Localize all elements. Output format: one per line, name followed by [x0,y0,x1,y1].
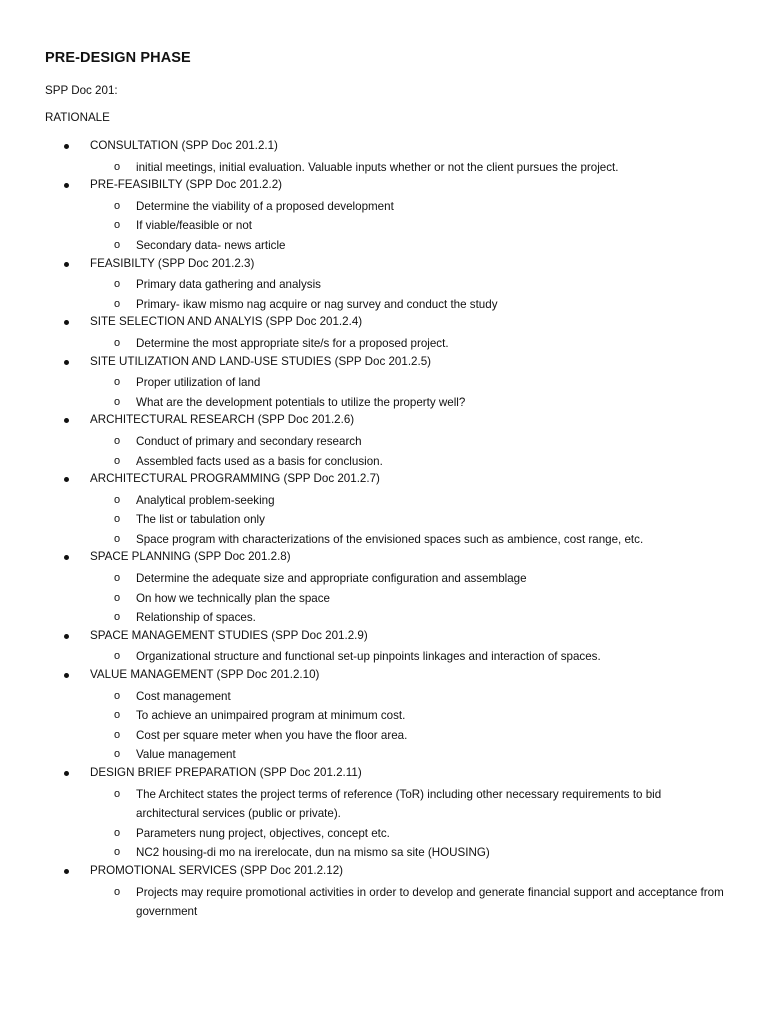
sub-list-item [0,785,768,824]
list-item-label: SITE UTILIZATION AND LAND-USE STUDIES (SPP Doc 201.2.5) [90,354,432,368]
sub-list-item-text: initial meetings, initial evaluation. Valuable inputs whether or not the client pursues the project. [136,160,619,174]
page-title: PRE-DESIGN PHASE [45,50,191,66]
sub-list-item-text: To achieve an unimpaired program at minimum cost. [136,709,406,723]
circle-bullet-icon: o [114,748,121,761]
list-item-label: SPACE PLANNING (SPP Doc 201.2.8) [90,550,291,564]
list-item-label: VALUE MANAGEMENT (SPP Doc 201.2.10) [90,668,320,682]
sub-list-item-text: Primary data gathering and analysis [136,278,321,292]
list-item [0,177,768,197]
sub-list-item [0,236,768,256]
sub-list-item [0,197,768,217]
circle-bullet-icon: o [114,709,121,722]
bullet-icon [64,418,69,423]
circle-bullet-icon: o [114,160,121,173]
sub-list-item [0,530,768,550]
circle-bullet-icon: o [114,493,121,506]
bullet-icon [64,320,69,325]
sub-list-item-text: Conduct of primary and secondary research [136,434,362,448]
list-item [0,471,768,491]
circle-bullet-icon: o [114,728,121,741]
circle-bullet-icon: o [114,454,121,467]
circle-bullet-icon: o [114,219,121,232]
sub-list-item-text: Parameters nung project, objectives, concept etc. [136,826,390,840]
sub-list-item-text: The Architect states the project terms of reference (ToR) including other necessary requirements to bid architectural services (public or private). [136,787,662,821]
sub-list-item [0,706,768,726]
sub-list-item-text: Primary- ikaw mismo nag acquire or nag survey and conduct the study [136,297,498,311]
list-item-label: ARCHITECTURAL PROGRAMMING (SPP Doc 201.2.7) [90,472,380,486]
sub-list-item-text: Projects may require promotional activities in order to develop and generate financial support and acceptance from government [136,885,724,919]
sub-list-item [0,510,768,530]
sub-list-item [0,647,768,667]
list-item [0,667,768,687]
list-item-label: SITE SELECTION AND ANALYIS (SPP Doc 201.2.4) [90,315,363,329]
circle-bullet-icon: o [114,434,121,447]
circle-bullet-icon: o [114,885,121,898]
bullet-icon [64,555,69,560]
bullet-icon [64,771,69,776]
circle-bullet-icon: o [114,336,121,349]
sub-list-item-text: If viable/feasible or not [136,219,253,233]
bullet-icon [64,360,69,365]
sub-list-item [0,295,768,315]
rationale-list [0,138,768,922]
circle-bullet-icon: o [114,787,121,800]
sub-list-item [0,726,768,746]
sub-list-item [0,491,768,511]
bullet-icon [64,673,69,678]
list-item [0,314,768,334]
bullet-icon [64,477,69,482]
list-item [0,354,768,374]
bullet-icon [64,634,69,639]
list-item-label: PRE-FEASIBILTY (SPP Doc 201.2.2) [90,178,283,192]
sub-list-item-text: NC2 housing-di mo na irerelocate, dun na mismo sa site (HOUSING) [136,846,490,860]
sub-list-item [0,589,768,609]
list-item [0,765,768,785]
list-item-label: DESIGN BRIEF PREPARATION (SPP Doc 201.2.11) [90,766,362,779]
list-item-label: PROMOTIONAL SERVICES (SPP Doc 201.2.12) [90,863,344,877]
list-item [0,628,768,648]
circle-bullet-icon: o [114,395,121,408]
sub-list-item-text: Secondary data- news article [136,238,286,252]
circle-bullet-icon: o [114,826,121,839]
circle-bullet-icon: o [114,297,121,310]
sub-list-item [0,745,768,765]
sub-list-item-text: What are the development potentials to utilize the property well? [136,395,466,409]
circle-bullet-icon: o [114,238,121,251]
sub-list-item [0,393,768,413]
circle-bullet-icon: o [114,846,121,859]
bullet-icon [64,144,69,149]
sub-list-item [0,275,768,295]
circle-bullet-icon: o [114,650,121,663]
list-item-label: FEASIBILTY (SPP Doc 201.2.3) [90,256,255,270]
circle-bullet-icon: o [114,689,121,702]
sub-list-item-text: Cost per square meter when you have the floor area. [136,728,408,742]
list-item-label: ARCHITECTURAL RESEARCH (SPP Doc 201.2.6) [90,413,355,427]
circle-bullet-icon: o [114,611,121,624]
sub-list-item-text: Proper utilization of land [136,376,261,390]
circle-bullet-icon: o [114,513,121,526]
sub-list-item [0,334,768,354]
list-item [0,138,768,158]
sub-list-item-text: Relationship of spaces. [136,611,256,625]
sub-list-item [0,216,768,236]
list-item [0,863,768,883]
sub-list-item-text: On how we technically plan the space [136,591,330,605]
circle-bullet-icon: o [114,376,121,389]
circle-bullet-icon: o [114,278,121,291]
sub-list-item [0,883,768,922]
sub-list-item [0,843,768,863]
list-item [0,549,768,569]
sub-list-item [0,452,768,472]
sub-list-item-text: Determine the viability of a proposed development [136,199,394,213]
list-item [0,256,768,276]
sub-list-item [0,608,768,628]
sub-list-item [0,373,768,393]
sub-list-item [0,824,768,844]
sub-list-item-text: Analytical problem-seeking [136,493,275,507]
circle-bullet-icon: o [114,532,121,545]
sub-list-item-text: Space program with characterizations of the envisioned spaces such as ambience, cost range, etc. [136,532,644,546]
sub-list-item-text: Value management [136,748,236,762]
circle-bullet-icon: o [114,199,121,212]
sub-list-item-text: Cost management [136,689,231,703]
sub-list-item-text: Assembled facts used as a basis for conclusion. [136,454,383,468]
circle-bullet-icon: o [114,591,121,604]
sub-list-item-text: Determine the adequate size and appropriate configuration and assemblage [136,572,527,586]
list-item [0,412,768,432]
bullet-icon [64,183,69,188]
circle-bullet-icon: o [114,572,121,585]
list-item-label: SPACE MANAGEMENT STUDIES (SPP Doc 201.2.9) [90,628,368,642]
bullet-icon [64,262,69,267]
bullet-icon [64,869,69,874]
doc-reference: SPP Doc 201: [45,84,118,97]
sub-list-item [0,158,768,178]
sub-list-item-text: The list or tabulation only [136,513,265,527]
list-item-label: CONSULTATION (SPP Doc 201.2.1) [90,139,278,152]
section-heading: RATIONALE [45,111,110,124]
sub-list-item-text: Determine the most appropriate site/s for a proposed project. [136,336,449,350]
sub-list-item [0,432,768,452]
sub-list-item [0,687,768,707]
sub-list-item [0,569,768,589]
sub-list-item-text: Organizational structure and functional set-up pinpoints linkages and interaction of spaces. [136,650,601,664]
